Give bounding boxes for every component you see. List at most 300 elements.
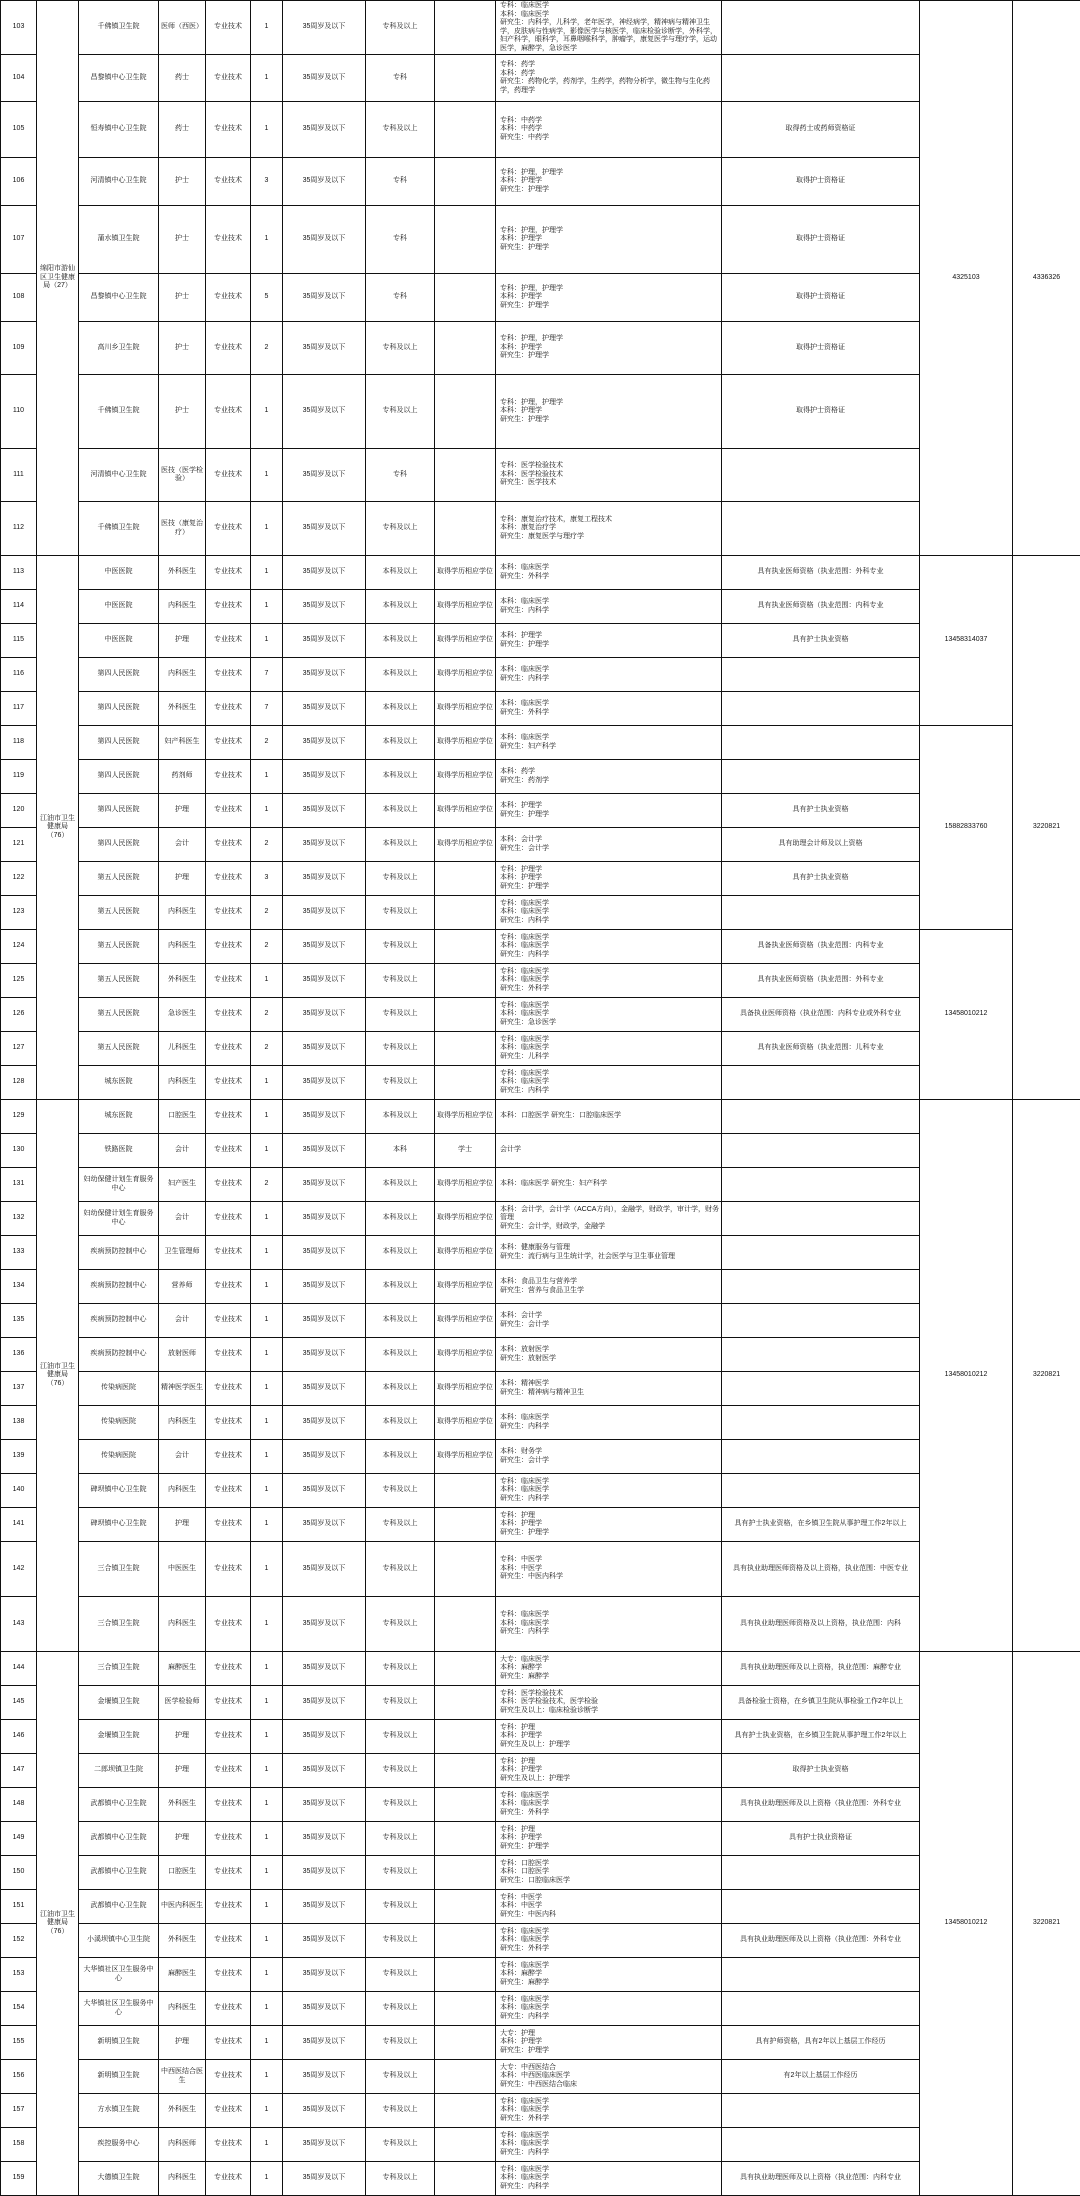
post-type: 专业技术 bbox=[206, 930, 251, 964]
headcount: 1 bbox=[251, 1754, 283, 1788]
post-name: 护理 bbox=[159, 1720, 206, 1754]
major-requirement: 专科：中药学 本科：中药学 研究生：中药学 bbox=[496, 102, 722, 158]
post-type: 专业技术 bbox=[206, 1754, 251, 1788]
headcount: 1 bbox=[251, 1652, 283, 1686]
unit-name: 武都镇中心卫生院 bbox=[79, 1890, 159, 1924]
row-number: 151 bbox=[1, 1890, 37, 1924]
degree: 取得学历相应学位 bbox=[435, 1338, 496, 1372]
table-row bbox=[1, 862, 1080, 896]
post-name: 中西医结合医生 bbox=[159, 2060, 206, 2094]
row-number: 114 bbox=[1, 590, 37, 624]
unit-name: 新明镇卫生院 bbox=[79, 2060, 159, 2094]
unit-name: 新明镇卫生院 bbox=[79, 2026, 159, 2060]
degree: 学士 bbox=[435, 1134, 496, 1168]
row-number: 115 bbox=[1, 624, 37, 658]
post-type: 专业技术 bbox=[206, 1440, 251, 1474]
table-row bbox=[1, 760, 1080, 794]
post-type: 专业技术 bbox=[206, 590, 251, 624]
major-requirement: 专科：临床医学 本科：临床医学 研究生：外科学 bbox=[496, 1788, 722, 1822]
age-limit: 35周岁及以下 bbox=[283, 828, 366, 862]
row-number: 152 bbox=[1, 1924, 37, 1958]
major-requirement: 专科：护理 本科：护理学 研究生及以上：护理学 bbox=[496, 1754, 722, 1788]
other-requirement: 具有护士执业资格 bbox=[722, 624, 920, 658]
education: 专科及以上 bbox=[366, 1066, 435, 1100]
major-requirement: 专科：护理 本科：护理学 研究生：护理学 bbox=[496, 1822, 722, 1856]
degree bbox=[435, 1788, 496, 1822]
headcount: 1 bbox=[251, 1270, 283, 1304]
education: 本科及以上 bbox=[366, 1236, 435, 1270]
unit-name: 第五人民医院 bbox=[79, 930, 159, 964]
row-number: 158 bbox=[1, 2128, 37, 2162]
post-name: 口腔医生 bbox=[159, 1856, 206, 1890]
post-type: 专业技术 bbox=[206, 1720, 251, 1754]
row-number: 127 bbox=[1, 1032, 37, 1066]
department-cell: 江油市卫生健康局（76） bbox=[37, 1100, 79, 1652]
unit-name: 疾病预防控制中心 bbox=[79, 1338, 159, 1372]
post-name: 医技（康复治疗） bbox=[159, 502, 206, 556]
major-requirement: 本科：精神医学 研究生：精神病与精神卫生 bbox=[496, 1372, 722, 1406]
post-type: 专业技术 bbox=[206, 1822, 251, 1856]
contact-phone: 4325103 bbox=[920, 1, 1013, 556]
age-limit: 35周岁及以下 bbox=[283, 590, 366, 624]
other-requirement bbox=[722, 760, 920, 794]
post-name: 口腔医生 bbox=[159, 1100, 206, 1134]
major-requirement: 专科：康复治疗技术，康复工程技术 本科：康复治疗学 研究生：康复医学与理疗学 bbox=[496, 502, 722, 556]
row-number: 117 bbox=[1, 692, 37, 726]
other-requirement: 具有护士执业资格 bbox=[722, 794, 920, 828]
other-requirement bbox=[722, 692, 920, 726]
post-name: 内科医生 bbox=[159, 658, 206, 692]
unit-name: 城东医院 bbox=[79, 1066, 159, 1100]
post-type: 专业技术 bbox=[206, 1032, 251, 1066]
age-limit: 35周岁及以下 bbox=[283, 1, 366, 55]
degree bbox=[435, 1542, 496, 1597]
education: 本科及以上 bbox=[366, 1338, 435, 1372]
table-row bbox=[1, 1856, 1080, 1890]
post-name: 护理 bbox=[159, 2026, 206, 2060]
other-requirement: 具有执业医师资格（执业范围：外科专业 bbox=[722, 556, 920, 590]
degree bbox=[435, 2094, 496, 2128]
post-type: 专业技术 bbox=[206, 726, 251, 760]
unit-name: 中医医院 bbox=[79, 590, 159, 624]
degree bbox=[435, 896, 496, 930]
major-requirement: 专科：医学检验技术 本科：医学检验技术，医学检验 研究生及以上：临床检验诊断学 bbox=[496, 1686, 722, 1720]
other-requirement bbox=[722, 1168, 920, 1202]
table-row bbox=[1, 1542, 1080, 1597]
post-name: 外科医生 bbox=[159, 692, 206, 726]
post-type: 专业技术 bbox=[206, 1924, 251, 1958]
table-row bbox=[1, 590, 1080, 624]
headcount: 1 bbox=[251, 502, 283, 556]
department-cell: 绵阳市游仙区卫生健康局（27） bbox=[37, 1, 79, 556]
post-name: 护士 bbox=[159, 375, 206, 449]
table-row bbox=[1, 930, 1080, 964]
post-name: 护理 bbox=[159, 1754, 206, 1788]
post-type: 专业技术 bbox=[206, 1686, 251, 1720]
education: 专科及以上 bbox=[366, 1890, 435, 1924]
other-requirement: 具备执业医师资格（执业范围：内科专业或外科专业 bbox=[722, 998, 920, 1032]
unit-name: 铁路医院 bbox=[79, 1134, 159, 1168]
other-requirement: 具有护师资格，具有2年以上基层工作经历 bbox=[722, 2026, 920, 2060]
age-limit: 35周岁及以下 bbox=[283, 1992, 366, 2026]
unit-name: 妇幼保健计划生育服务中心 bbox=[79, 1202, 159, 1236]
age-limit: 35周岁及以下 bbox=[283, 1890, 366, 1924]
post-type: 专业技术 bbox=[206, 1, 251, 55]
education: 本科及以上 bbox=[366, 726, 435, 760]
post-type: 专业技术 bbox=[206, 1270, 251, 1304]
row-number: 121 bbox=[1, 828, 37, 862]
headcount: 1 bbox=[251, 1134, 283, 1168]
row-number: 104 bbox=[1, 55, 37, 102]
education: 专科及以上 bbox=[366, 1720, 435, 1754]
post-name: 妇产医生 bbox=[159, 1168, 206, 1202]
headcount: 1 bbox=[251, 206, 283, 274]
other-requirement bbox=[722, 726, 920, 760]
major-requirement: 专科：临床医学 本科：麻醉学 研究生：麻醉学 bbox=[496, 1958, 722, 1992]
supervisor-phone: 3220821 bbox=[1013, 1652, 1080, 2196]
unit-name: 第四人民医院 bbox=[79, 828, 159, 862]
unit-name: 第四人民医院 bbox=[79, 794, 159, 828]
other-requirement bbox=[722, 1440, 920, 1474]
supervisor-phone: 3220821 bbox=[1013, 556, 1080, 1100]
post-type: 专业技术 bbox=[206, 1856, 251, 1890]
other-requirement bbox=[722, 1992, 920, 2026]
table-row bbox=[1, 1168, 1080, 1202]
degree bbox=[435, 1, 496, 55]
age-limit: 35周岁及以下 bbox=[283, 1542, 366, 1597]
other-requirement bbox=[722, 2128, 920, 2162]
headcount: 1 bbox=[251, 1100, 283, 1134]
education: 本科及以上 bbox=[366, 1406, 435, 1440]
other-requirement: 具有执业助理医师及以上资格（执业范围：内科专业 bbox=[722, 2162, 920, 2196]
post-type: 专业技术 bbox=[206, 502, 251, 556]
unit-name: 第五人民医院 bbox=[79, 896, 159, 930]
table-row bbox=[1, 692, 1080, 726]
post-name: 外科医生 bbox=[159, 964, 206, 998]
degree bbox=[435, 1686, 496, 1720]
row-number: 143 bbox=[1, 1597, 37, 1652]
table-row bbox=[1, 1822, 1080, 1856]
row-number: 138 bbox=[1, 1406, 37, 1440]
other-requirement: 具有护士执业资格 bbox=[722, 862, 920, 896]
major-requirement: 专科：护理，护理学 本科：护理学 研究生：护理学 bbox=[496, 322, 722, 375]
supervisor-phone: 3220821 bbox=[1013, 1100, 1080, 1652]
headcount: 2 bbox=[251, 726, 283, 760]
row-number: 118 bbox=[1, 726, 37, 760]
row-number: 120 bbox=[1, 794, 37, 828]
education: 专科 bbox=[366, 449, 435, 502]
headcount: 1 bbox=[251, 1958, 283, 1992]
headcount: 1 bbox=[251, 1474, 283, 1508]
post-type: 专业技术 bbox=[206, 449, 251, 502]
headcount: 1 bbox=[251, 1542, 283, 1597]
headcount: 1 bbox=[251, 1822, 283, 1856]
other-requirement: 具有执业助理医师资格及以上资格，执业范围：中医专业 bbox=[722, 1542, 920, 1597]
degree bbox=[435, 55, 496, 102]
unit-name: 传染病医院 bbox=[79, 1372, 159, 1406]
age-limit: 35周岁及以下 bbox=[283, 449, 366, 502]
table-row bbox=[1, 1304, 1080, 1338]
unit-name: 昌黎镇中心卫生院 bbox=[79, 55, 159, 102]
post-name: 内科医生 bbox=[159, 2162, 206, 2196]
unit-name: 大德镇卫生院 bbox=[79, 2162, 159, 2196]
education: 本科及以上 bbox=[366, 692, 435, 726]
table-row bbox=[1, 1100, 1080, 1134]
post-name: 精神医学医生 bbox=[159, 1372, 206, 1406]
age-limit: 35周岁及以下 bbox=[283, 1338, 366, 1372]
age-limit: 35周岁及以下 bbox=[283, 794, 366, 828]
table-row bbox=[1, 998, 1080, 1032]
education: 专科及以上 bbox=[366, 2094, 435, 2128]
post-name: 护士 bbox=[159, 274, 206, 322]
major-requirement: 会计学 bbox=[496, 1134, 722, 1168]
age-limit: 35周岁及以下 bbox=[283, 998, 366, 1032]
headcount: 7 bbox=[251, 658, 283, 692]
contact-phone: 13458010212 bbox=[920, 1652, 1013, 2196]
headcount: 1 bbox=[251, 1236, 283, 1270]
unit-name: 第五人民医院 bbox=[79, 1032, 159, 1066]
major-requirement: 专科：药学 本科：药学 研究生：药物化学，药剂学，生药学，药物分析学，微生物与生化药学，药理学 bbox=[496, 55, 722, 102]
age-limit: 35周岁及以下 bbox=[283, 1134, 366, 1168]
table-row bbox=[1, 274, 1080, 322]
unit-name: 千佛镇卫生院 bbox=[79, 375, 159, 449]
row-number: 109 bbox=[1, 322, 37, 375]
other-requirement bbox=[722, 1066, 920, 1100]
post-type: 专业技术 bbox=[206, 964, 251, 998]
table-row bbox=[1, 1406, 1080, 1440]
table-row bbox=[1, 2026, 1080, 2060]
row-number: 133 bbox=[1, 1236, 37, 1270]
age-limit: 35周岁及以下 bbox=[283, 1652, 366, 1686]
post-type: 专业技术 bbox=[206, 375, 251, 449]
table-row bbox=[1, 1652, 1080, 1686]
post-name: 妇产科医生 bbox=[159, 726, 206, 760]
post-type: 专业技术 bbox=[206, 2060, 251, 2094]
age-limit: 35周岁及以下 bbox=[283, 1924, 366, 1958]
major-requirement: 本科：放射医学 研究生：放射医学 bbox=[496, 1338, 722, 1372]
post-type: 专业技术 bbox=[206, 2128, 251, 2162]
other-requirement bbox=[722, 55, 920, 102]
row-number: 119 bbox=[1, 760, 37, 794]
other-requirement: 取得护士资格证 bbox=[722, 375, 920, 449]
table-row bbox=[1, 1134, 1080, 1168]
row-number: 103 bbox=[1, 1, 37, 55]
unit-name: 中医医院 bbox=[79, 624, 159, 658]
row-number: 128 bbox=[1, 1066, 37, 1100]
education: 专科及以上 bbox=[366, 896, 435, 930]
row-number: 149 bbox=[1, 1822, 37, 1856]
major-requirement: 专科：临床医学 本科：临床医学 研究生：内科学 bbox=[496, 1992, 722, 2026]
age-limit: 35周岁及以下 bbox=[283, 1686, 366, 1720]
unit-name: 疾病预防控制中心 bbox=[79, 1236, 159, 1270]
major-requirement: 专科：护理，护理学 本科：护理学 研究生：护理学 bbox=[496, 375, 722, 449]
row-number: 123 bbox=[1, 896, 37, 930]
row-number: 141 bbox=[1, 1508, 37, 1542]
major-requirement: 本科：食品卫生与营养学 研究生：营养与食品卫生学 bbox=[496, 1270, 722, 1304]
education: 专科 bbox=[366, 158, 435, 206]
post-name: 内科医生 bbox=[159, 590, 206, 624]
age-limit: 35周岁及以下 bbox=[283, 1822, 366, 1856]
table-row bbox=[1, 1508, 1080, 1542]
row-number: 110 bbox=[1, 375, 37, 449]
post-type: 专业技术 bbox=[206, 1304, 251, 1338]
table-row bbox=[1, 102, 1080, 158]
degree bbox=[435, 1508, 496, 1542]
age-limit: 35周岁及以下 bbox=[283, 502, 366, 556]
headcount: 1 bbox=[251, 55, 283, 102]
degree: 取得学历相应学位 bbox=[435, 658, 496, 692]
degree bbox=[435, 1597, 496, 1652]
other-requirement: 具有护士执业资格证 bbox=[722, 1822, 920, 1856]
other-requirement: 取得护士资格证 bbox=[722, 274, 920, 322]
age-limit: 35周岁及以下 bbox=[283, 158, 366, 206]
degree bbox=[435, 2026, 496, 2060]
unit-name: 碑坝镇中心卫生院 bbox=[79, 1474, 159, 1508]
major-requirement: 专科：口腔医学 本科：口腔医学 研究生：口腔临床医学 bbox=[496, 1856, 722, 1890]
row-number: 153 bbox=[1, 1958, 37, 1992]
headcount: 1 bbox=[251, 556, 283, 590]
age-limit: 35周岁及以下 bbox=[283, 1597, 366, 1652]
table-row bbox=[1, 1440, 1080, 1474]
post-name: 麻醉医生 bbox=[159, 1652, 206, 1686]
unit-name: 传染病医院 bbox=[79, 1440, 159, 1474]
degree bbox=[435, 274, 496, 322]
post-type: 专业技术 bbox=[206, 1168, 251, 1202]
row-number: 150 bbox=[1, 1856, 37, 1890]
row-number: 145 bbox=[1, 1686, 37, 1720]
degree bbox=[435, 1754, 496, 1788]
unit-name: 三合镇卫生院 bbox=[79, 1542, 159, 1597]
table-row bbox=[1, 964, 1080, 998]
post-type: 专业技术 bbox=[206, 1066, 251, 1100]
unit-name: 武都镇中心卫生院 bbox=[79, 1856, 159, 1890]
degree bbox=[435, 322, 496, 375]
degree bbox=[435, 1890, 496, 1924]
age-limit: 35周岁及以下 bbox=[283, 1304, 366, 1338]
age-limit: 35周岁及以下 bbox=[283, 1202, 366, 1236]
table-row bbox=[1, 502, 1080, 556]
row-number: 144 bbox=[1, 1652, 37, 1686]
row-number: 111 bbox=[1, 449, 37, 502]
education: 专科及以上 bbox=[366, 2128, 435, 2162]
degree bbox=[435, 1822, 496, 1856]
age-limit: 35周岁及以下 bbox=[283, 1032, 366, 1066]
headcount: 2 bbox=[251, 1032, 283, 1066]
unit-name: 第五人民医院 bbox=[79, 862, 159, 896]
row-number: 116 bbox=[1, 658, 37, 692]
headcount: 5 bbox=[251, 274, 283, 322]
other-requirement: 具有执业助理医师及以上资格（执业范围：外科专业 bbox=[722, 1788, 920, 1822]
department-cell: 江油市卫生健康局（76） bbox=[37, 556, 79, 1100]
education: 本科及以上 bbox=[366, 1100, 435, 1134]
post-type: 专业技术 bbox=[206, 1236, 251, 1270]
education: 本科及以上 bbox=[366, 590, 435, 624]
unit-name: 三合镇卫生院 bbox=[79, 1652, 159, 1686]
headcount: 1 bbox=[251, 2128, 283, 2162]
table-row bbox=[1, 1032, 1080, 1066]
degree bbox=[435, 1924, 496, 1958]
degree bbox=[435, 1992, 496, 2026]
headcount: 1 bbox=[251, 760, 283, 794]
major-requirement: 专科：中医学 本科：中医学 研究生：中医内科 bbox=[496, 1890, 722, 1924]
unit-name: 蒲水镇卫生院 bbox=[79, 206, 159, 274]
major-requirement: 专科：临床医学 本科：临床医学 研究生：内科学 bbox=[496, 2162, 722, 2196]
age-limit: 35周岁及以下 bbox=[283, 1168, 366, 1202]
unit-name: 疾病预防控制中心 bbox=[79, 1270, 159, 1304]
education: 本科及以上 bbox=[366, 1168, 435, 1202]
table-row bbox=[1, 624, 1080, 658]
major-requirement: 本科：临床医学 研究生：外科学 bbox=[496, 692, 722, 726]
headcount: 1 bbox=[251, 2162, 283, 2196]
table-row bbox=[1, 2060, 1080, 2094]
post-name: 内科医生 bbox=[159, 896, 206, 930]
age-limit: 35周岁及以下 bbox=[283, 2128, 366, 2162]
table-row bbox=[1, 1338, 1080, 1372]
major-requirement: 专科：医学检验技术 本科：医学检验技术 研究生：医学技术 bbox=[496, 449, 722, 502]
age-limit: 35周岁及以下 bbox=[283, 726, 366, 760]
post-name: 内科医生 bbox=[159, 1066, 206, 1100]
row-number: 126 bbox=[1, 998, 37, 1032]
post-name: 内科医生 bbox=[159, 1406, 206, 1440]
headcount: 2 bbox=[251, 930, 283, 964]
post-type: 专业技术 bbox=[206, 1508, 251, 1542]
table-row bbox=[1, 1202, 1080, 1236]
age-limit: 35周岁及以下 bbox=[283, 1372, 366, 1406]
row-number: 112 bbox=[1, 502, 37, 556]
unit-name: 武都镇中心卫生院 bbox=[79, 1788, 159, 1822]
post-name: 麻醉医生 bbox=[159, 1958, 206, 1992]
other-requirement: 具有执业医师资格（执业范围：内科专业 bbox=[722, 590, 920, 624]
headcount: 1 bbox=[251, 1440, 283, 1474]
age-limit: 35周岁及以下 bbox=[283, 1754, 366, 1788]
age-limit: 35周岁及以下 bbox=[283, 2162, 366, 2196]
other-requirement bbox=[722, 449, 920, 502]
other-requirement: 取得护士资格证 bbox=[722, 206, 920, 274]
post-type: 专业技术 bbox=[206, 658, 251, 692]
other-requirement bbox=[722, 1134, 920, 1168]
table-row bbox=[1, 158, 1080, 206]
age-limit: 35周岁及以下 bbox=[283, 1406, 366, 1440]
headcount: 7 bbox=[251, 692, 283, 726]
other-requirement: 具有执业助理医师及以上资格（执业范围：外科专业 bbox=[722, 1924, 920, 1958]
other-requirement bbox=[722, 1202, 920, 1236]
age-limit: 35周岁及以下 bbox=[283, 624, 366, 658]
table-row bbox=[1, 794, 1080, 828]
degree: 取得学历相应学位 bbox=[435, 1236, 496, 1270]
major-requirement: 专科：临床医学 本科：临床医学 研究生：内科学 bbox=[496, 1597, 722, 1652]
headcount: 1 bbox=[251, 449, 283, 502]
major-requirement: 专科：临床医学 本科：临床医学 研究生：外科学 bbox=[496, 1924, 722, 1958]
education: 本科及以上 bbox=[366, 1202, 435, 1236]
headcount: 1 bbox=[251, 1202, 283, 1236]
post-type: 专业技术 bbox=[206, 760, 251, 794]
unit-name: 第四人民医院 bbox=[79, 658, 159, 692]
major-requirement: 本科：药学 研究生：药剂学 bbox=[496, 760, 722, 794]
age-limit: 35周岁及以下 bbox=[283, 862, 366, 896]
education: 本科及以上 bbox=[366, 1372, 435, 1406]
education: 专科及以上 bbox=[366, 2026, 435, 2060]
degree: 取得学历相应学位 bbox=[435, 828, 496, 862]
degree bbox=[435, 375, 496, 449]
post-type: 专业技术 bbox=[206, 556, 251, 590]
headcount: 1 bbox=[251, 1372, 283, 1406]
education: 专科及以上 bbox=[366, 102, 435, 158]
headcount: 1 bbox=[251, 2060, 283, 2094]
headcount: 1 bbox=[251, 1856, 283, 1890]
table-row bbox=[1, 1597, 1080, 1652]
row-number: 135 bbox=[1, 1304, 37, 1338]
degree bbox=[435, 964, 496, 998]
